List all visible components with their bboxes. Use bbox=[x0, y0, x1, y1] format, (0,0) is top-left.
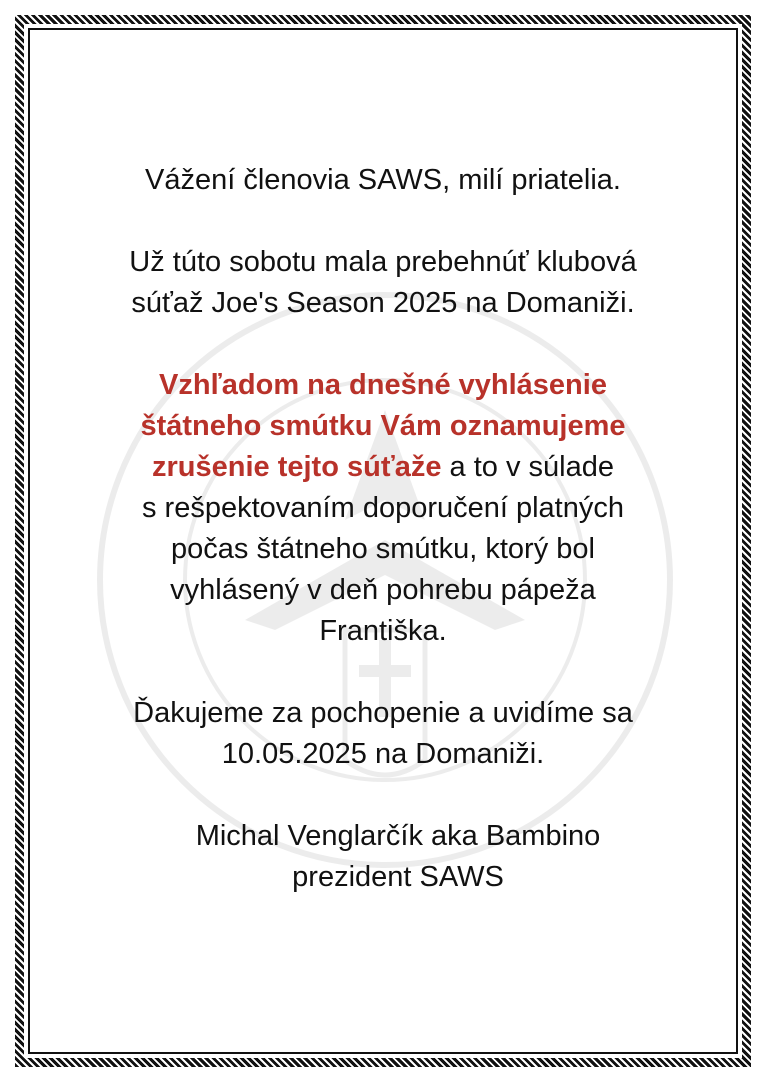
notice-highlight-line-3: zrušenie tejto súťaže bbox=[152, 451, 442, 483]
notice-highlight-line-2: štátneho smútku Vám oznamujeme bbox=[140, 410, 626, 442]
notice-line-3 bbox=[60, 447, 706, 488]
notice-line-3-rest: a to v súlade bbox=[441, 451, 614, 483]
notice-line-7: Františka. bbox=[319, 615, 447, 647]
notice-line-6: vyhlásený v deň pohrebu pápeža bbox=[170, 574, 596, 606]
greeting-text: Vážení členovia SAWS, milí priatelia. bbox=[144, 164, 621, 196]
notice-line-5: počas štátneho smútku, ktorý bol bbox=[171, 533, 595, 565]
intro-line-1: Už túto sobotu mala prebehnúť klubová bbox=[129, 246, 637, 278]
thanks-paragraph bbox=[60, 693, 706, 775]
announcement-body bbox=[60, 160, 706, 898]
notice-line-4: s rešpektovaním doporučení platných bbox=[142, 492, 624, 524]
thanks-line-2: 10.05.2025 na Domaniži. bbox=[221, 738, 545, 770]
signature-title: prezident SAWS bbox=[292, 861, 504, 893]
signature-name: Michal Venglarčík aka Bambino bbox=[195, 820, 601, 852]
signature-block bbox=[60, 816, 706, 898]
notice-paragraph bbox=[60, 365, 706, 652]
intro-line-2: súťaž Joe's Season 2025 na Domaniži. bbox=[131, 287, 635, 319]
notice-highlight-line-1: Vzhľadom na dnešné vyhlásenie bbox=[159, 369, 607, 401]
thanks-line-1: Ďakujeme za pochopenie a uvidíme sa bbox=[133, 697, 633, 729]
intro-paragraph bbox=[60, 242, 706, 324]
